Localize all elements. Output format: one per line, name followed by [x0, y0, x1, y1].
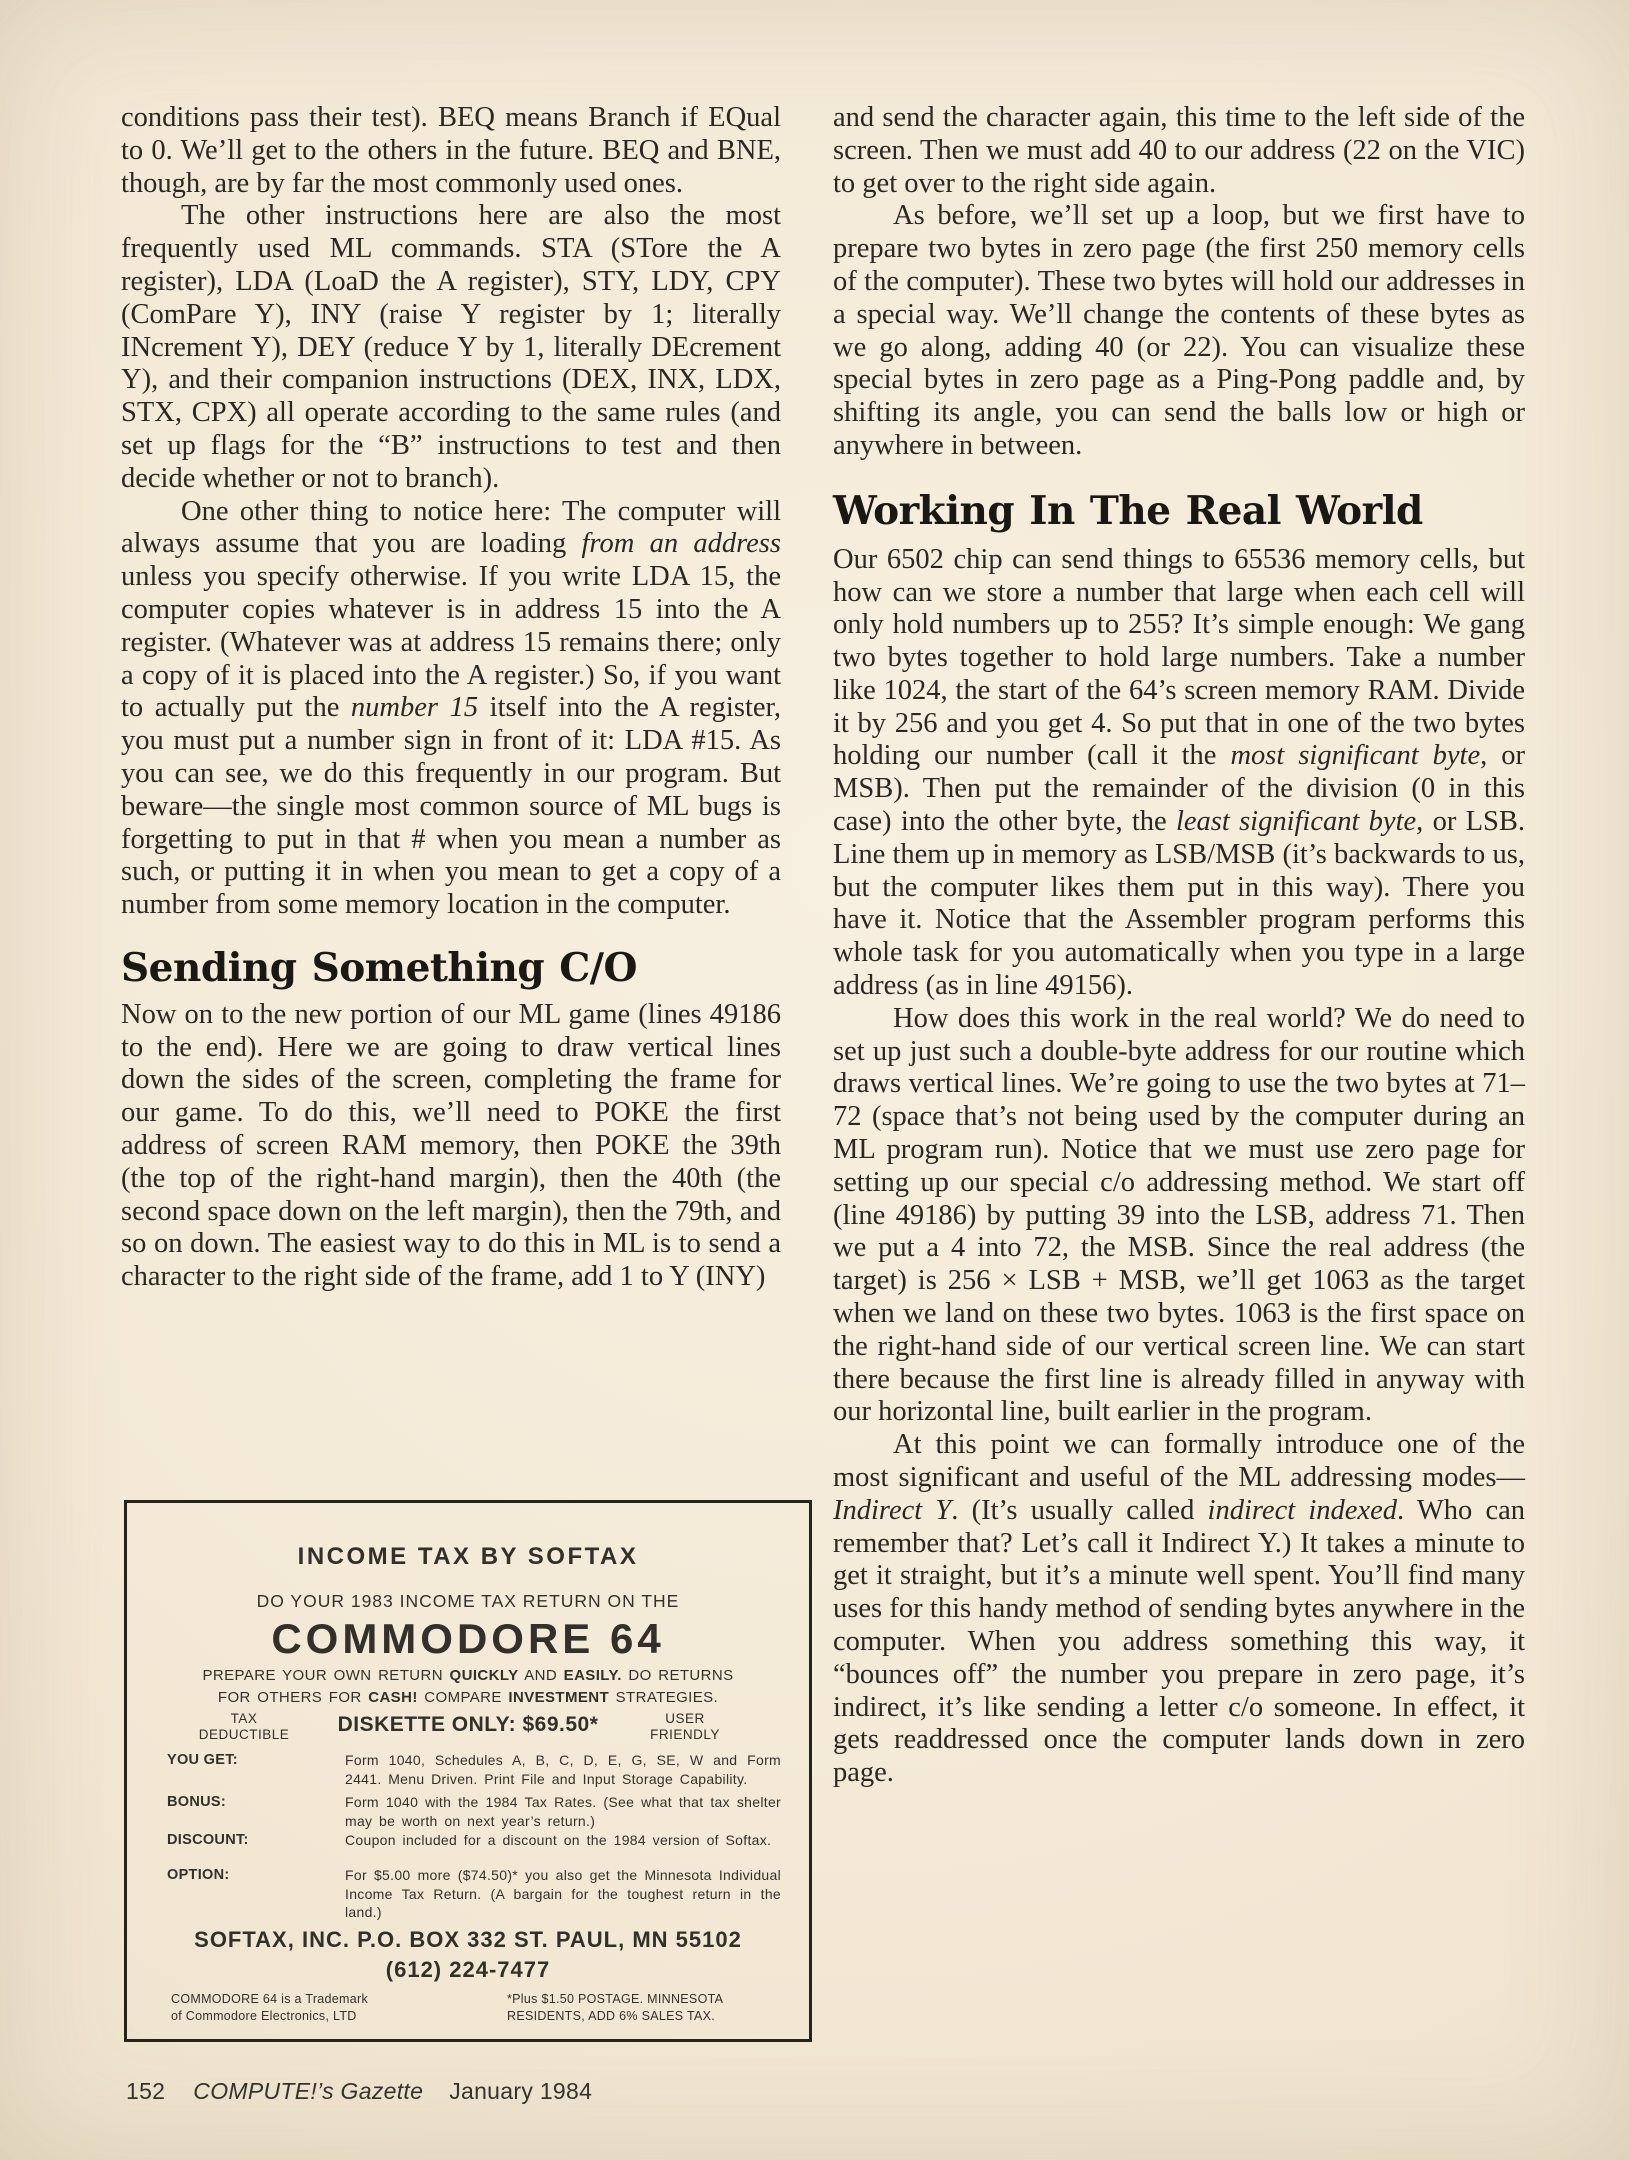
- ad-title: INCOME TAX BY SOFTAX: [297, 1543, 639, 1570]
- paragraph-indirect-y: [833, 1429, 1525, 1790]
- ad-item-text: Form 1040 with the 1984 Tax Rates. (See what that tax shelter may be worth on next year’s return.): [345, 1794, 781, 1829]
- bold-word: CASH!: [368, 1689, 418, 1706]
- italic-phrase: number 15: [350, 692, 479, 724]
- trademark-line-2: of Commodore Electronics, LTD: [171, 2008, 357, 2023]
- ad-item-text: Coupon included for a discount on the 1984 version of Softax.: [345, 1832, 772, 1848]
- ad-item-label: OPTION:: [167, 1867, 230, 1883]
- text-segment: Our 6502 chip can send things to 65536 memory cells, but how can we store a number that large when each cell will only hold numbers up to 255? It’s simple enough: We gang two bytes together to hold large numbers. Take a number like 1024, the start of the 64’s screen memory RAM. Divide it by 256 and you get 4. So put that in one of the two bytes holding our number (call it the: [833, 543, 1525, 772]
- ad-trademark-note: [171, 1991, 368, 2024]
- text-segment: DO RETURNS: [621, 1667, 734, 1684]
- text-segment: . Who can remember that? Let’s call it Indirect Y.) It takes a minute to get it straight, but it’s a minute well spent. You’ll find many uses for this handy method of sending bytes anywhere in the computer. When you address something this way, it “bounces off” the number you prepare in zero page, it’s indirect, it’s like sending a letter c/o someone. In effect, it gets readdressed once the computer lands down in zero page.: [833, 1494, 1525, 1789]
- text-segment: COMPARE: [417, 1689, 509, 1706]
- text-segment: . (It’s usually called: [951, 1494, 1208, 1526]
- ad-subtitle: DO YOUR 1983 INCOME TAX RETURN ON THE: [256, 1591, 680, 1611]
- tax-line-1: TAX: [230, 1711, 258, 1726]
- ad-item-you-get: [167, 1751, 781, 1788]
- ad-item-option: [167, 1866, 781, 1922]
- paragraph-msb-lsb: [833, 544, 1525, 1003]
- bold-word: QUICKLY: [449, 1667, 519, 1684]
- ad-price-line: DISKETTE ONLY: $69.50*: [337, 1713, 599, 1736]
- paragraph-ml-instructions: The other instructions here are also the most frequently used ML commands. STA (STore the A register), LDA (LoaD the A register), STY, LDY, CPY (ComPare Y), INY (raise Y register by 1; literally INcrement Y), DEY (reduce Y by 1, literally DEcrement Y), and their companion instructions (DEX, INX, LDX, STX, CPX) all operate according to the same rules (and set up flags for the “B” instructions to test and then decide whether or not to branch).: [121, 200, 781, 494]
- ad-item-label: BONUS:: [167, 1794, 226, 1810]
- text-segment: At this point we can formally introduce one of the most significant and useful of the ML addressing modes—: [833, 1429, 1525, 1494]
- paragraph-beq-bne: conditions pass their test). BEQ means Branch if EQual to 0. We’ll get to the others in the future. BEQ and BNE, though, are by far the most commonly used ones.: [121, 102, 781, 199]
- footnote-line-1: *Plus $1.50 POSTAGE. MINNESOTA: [507, 1992, 724, 2006]
- ad-company-address: SOFTAX, INC. P.O. BOX 332 ST. PAUL, MN 55102: [194, 1927, 742, 1952]
- issue-date: January 1984: [449, 2078, 593, 2104]
- ad-prepare-line: [127, 1667, 809, 1684]
- user-line-1: USER: [665, 1711, 705, 1726]
- ad-user-friendly: [625, 1711, 745, 1742]
- left-column: [121, 102, 781, 1294]
- paragraph-zero-page-loop: As before, we’ll set up a loop, but we first have to prepare two bytes in zero page (the first 250 memory cells of the computer). These two bytes will hold our addresses in a special way. We’ll change the contents of these bytes as we go along, adding 40 (or 22). You can visualize these special bytes in zero page as a Ping-Pong paddle and, by shifting its angle, you can send the balls low or high or anywhere in between.: [833, 200, 1525, 461]
- ad-item-label: DISCOUNT:: [167, 1832, 249, 1848]
- text-segment: , or MSB). Then put the remainder of the division (0 in this case) into the other byte, the: [833, 740, 1525, 838]
- text-segment: unless you specify otherwise. If you write LDA 15, the computer copies whatever is in address 15 into the A register. (Whatever was at address 15 remains there; only a copy of it is placed into the A register.) So, if you want to actually put the: [121, 561, 781, 724]
- softax-advertisement: [124, 1500, 812, 2042]
- tax-line-2: DEDUCTIBLE: [198, 1726, 290, 1742]
- ad-cash-line: [127, 1689, 809, 1706]
- section-heading-sending-something: Sending Something C/O: [121, 944, 638, 991]
- section-heading-real-world: Working In The Real World: [833, 487, 1423, 534]
- text-segment: STRATEGIES.: [609, 1689, 719, 1706]
- user-line-2: FRIENDLY: [650, 1726, 720, 1742]
- trademark-line-1: COMMODORE 64 is a Trademark: [171, 1992, 369, 2006]
- text-segment: PREPARE YOUR OWN RETURN: [202, 1667, 450, 1684]
- text-segment: itself into the A register, you must put a number sign in front of it: LDA #15. As you can see, we do this frequently in our program. But beware—the single most common source of ML bugs is forgetting to put in that # when you mean a number as such, or putting it in when you mean to get a copy of a number from some memory location in the computer.: [121, 692, 781, 921]
- bold-word: EASILY.: [563, 1667, 622, 1684]
- paragraph-double-byte-address: How does this work in the real world? We do need to set up just such a double-byte address for our routine which draws vertical lines. We’re going to use the two bytes at 71–72 (space that’s not being used by the computer during an ML program run). Notice that we must use zero page for setting up our special c/o addressing method. We start off (line 49186) by putting 39 into the LSB, address 71. Then we put a 4 into 72, the MSB. Since the real address (the target) is 256 × LSB + MSB, we’ll get 1063 as the target when we land on these two bytes. 1063 is the first space on the right-hand side of our vertical screen line. We can start there because the first line is already filled in anyway with our horizontal line, built earlier in the program.: [833, 1002, 1525, 1428]
- text-segment: , or LSB. Line them up in memory as LSB/MSB (it’s backwards to us, but the computer likes them put in this way). There you have it. Notice that the Assembler program performs this whole task for you automatically when you type in a large address (as in line 49156).: [833, 806, 1525, 1002]
- italic-phrase: from an address: [581, 528, 781, 560]
- ad-item-text: For $5.00 more ($74.50)* you also get the Minnesota Individual Income Tax Return. (A bargain for the toughest return in the land.): [345, 1867, 781, 1920]
- text-segment: FOR OTHERS FOR: [217, 1689, 369, 1706]
- ad-item-bonus: [167, 1793, 781, 1830]
- bold-word: INVESTMENT: [508, 1689, 610, 1706]
- footnote-line-2: RESIDENTS, ADD 6% SALES TAX.: [507, 2008, 716, 2023]
- ad-postage-note: [507, 1991, 723, 2024]
- italic-phrase: indirect indexed: [1207, 1494, 1397, 1526]
- ad-product-name: COMMODORE 64: [271, 1615, 665, 1662]
- page-footer: [126, 2078, 592, 2105]
- paragraph-send-character-again: and send the character again, this time to the left side of the screen. Then we must add 40 to our address (22 on the VIC) to get over to the right side again.: [833, 102, 1525, 199]
- right-column: [833, 102, 1525, 1790]
- italic-phrase: most significant byte: [1230, 740, 1481, 772]
- paragraph-loading-from-address: [121, 496, 781, 922]
- text-segment: AND: [518, 1667, 564, 1684]
- paragraph-sending-something: Now on to the new portion of our ML game (lines 49186 to the end). Here we are going to draw vertical lines down the sides of the screen, completing the frame for our game. To do this, we’ll need to POKE the first address of screen RAM memory, then POKE the 39th (the top of the right-hand margin), then the 40th (the second space down on the left margin), then the 79th, and so on down. The easiest way to do this in ML is to send a character to the right side of the frame, add 1 to Y (INY): [121, 998, 781, 1293]
- page-number: 152: [126, 2078, 166, 2104]
- ad-item-text: Form 1040, Schedules A, B, C, D, E, G, SE, W and Form 2441. Menu Driven. Print File and Input Storage Capability.: [345, 1752, 781, 1787]
- ad-item-label: YOU GET:: [167, 1752, 238, 1768]
- italic-phrase: Indirect Y: [833, 1494, 952, 1526]
- text-segment: One other thing to notice here: The computer will always assume that you are loading: [121, 495, 781, 560]
- magazine-name: COMPUTE!’s Gazette: [193, 2078, 424, 2104]
- ad-item-discount: [167, 1831, 781, 1850]
- italic-phrase: least significant byte: [1175, 806, 1417, 838]
- ad-phone-number: (612) 224-7477: [385, 1957, 551, 1982]
